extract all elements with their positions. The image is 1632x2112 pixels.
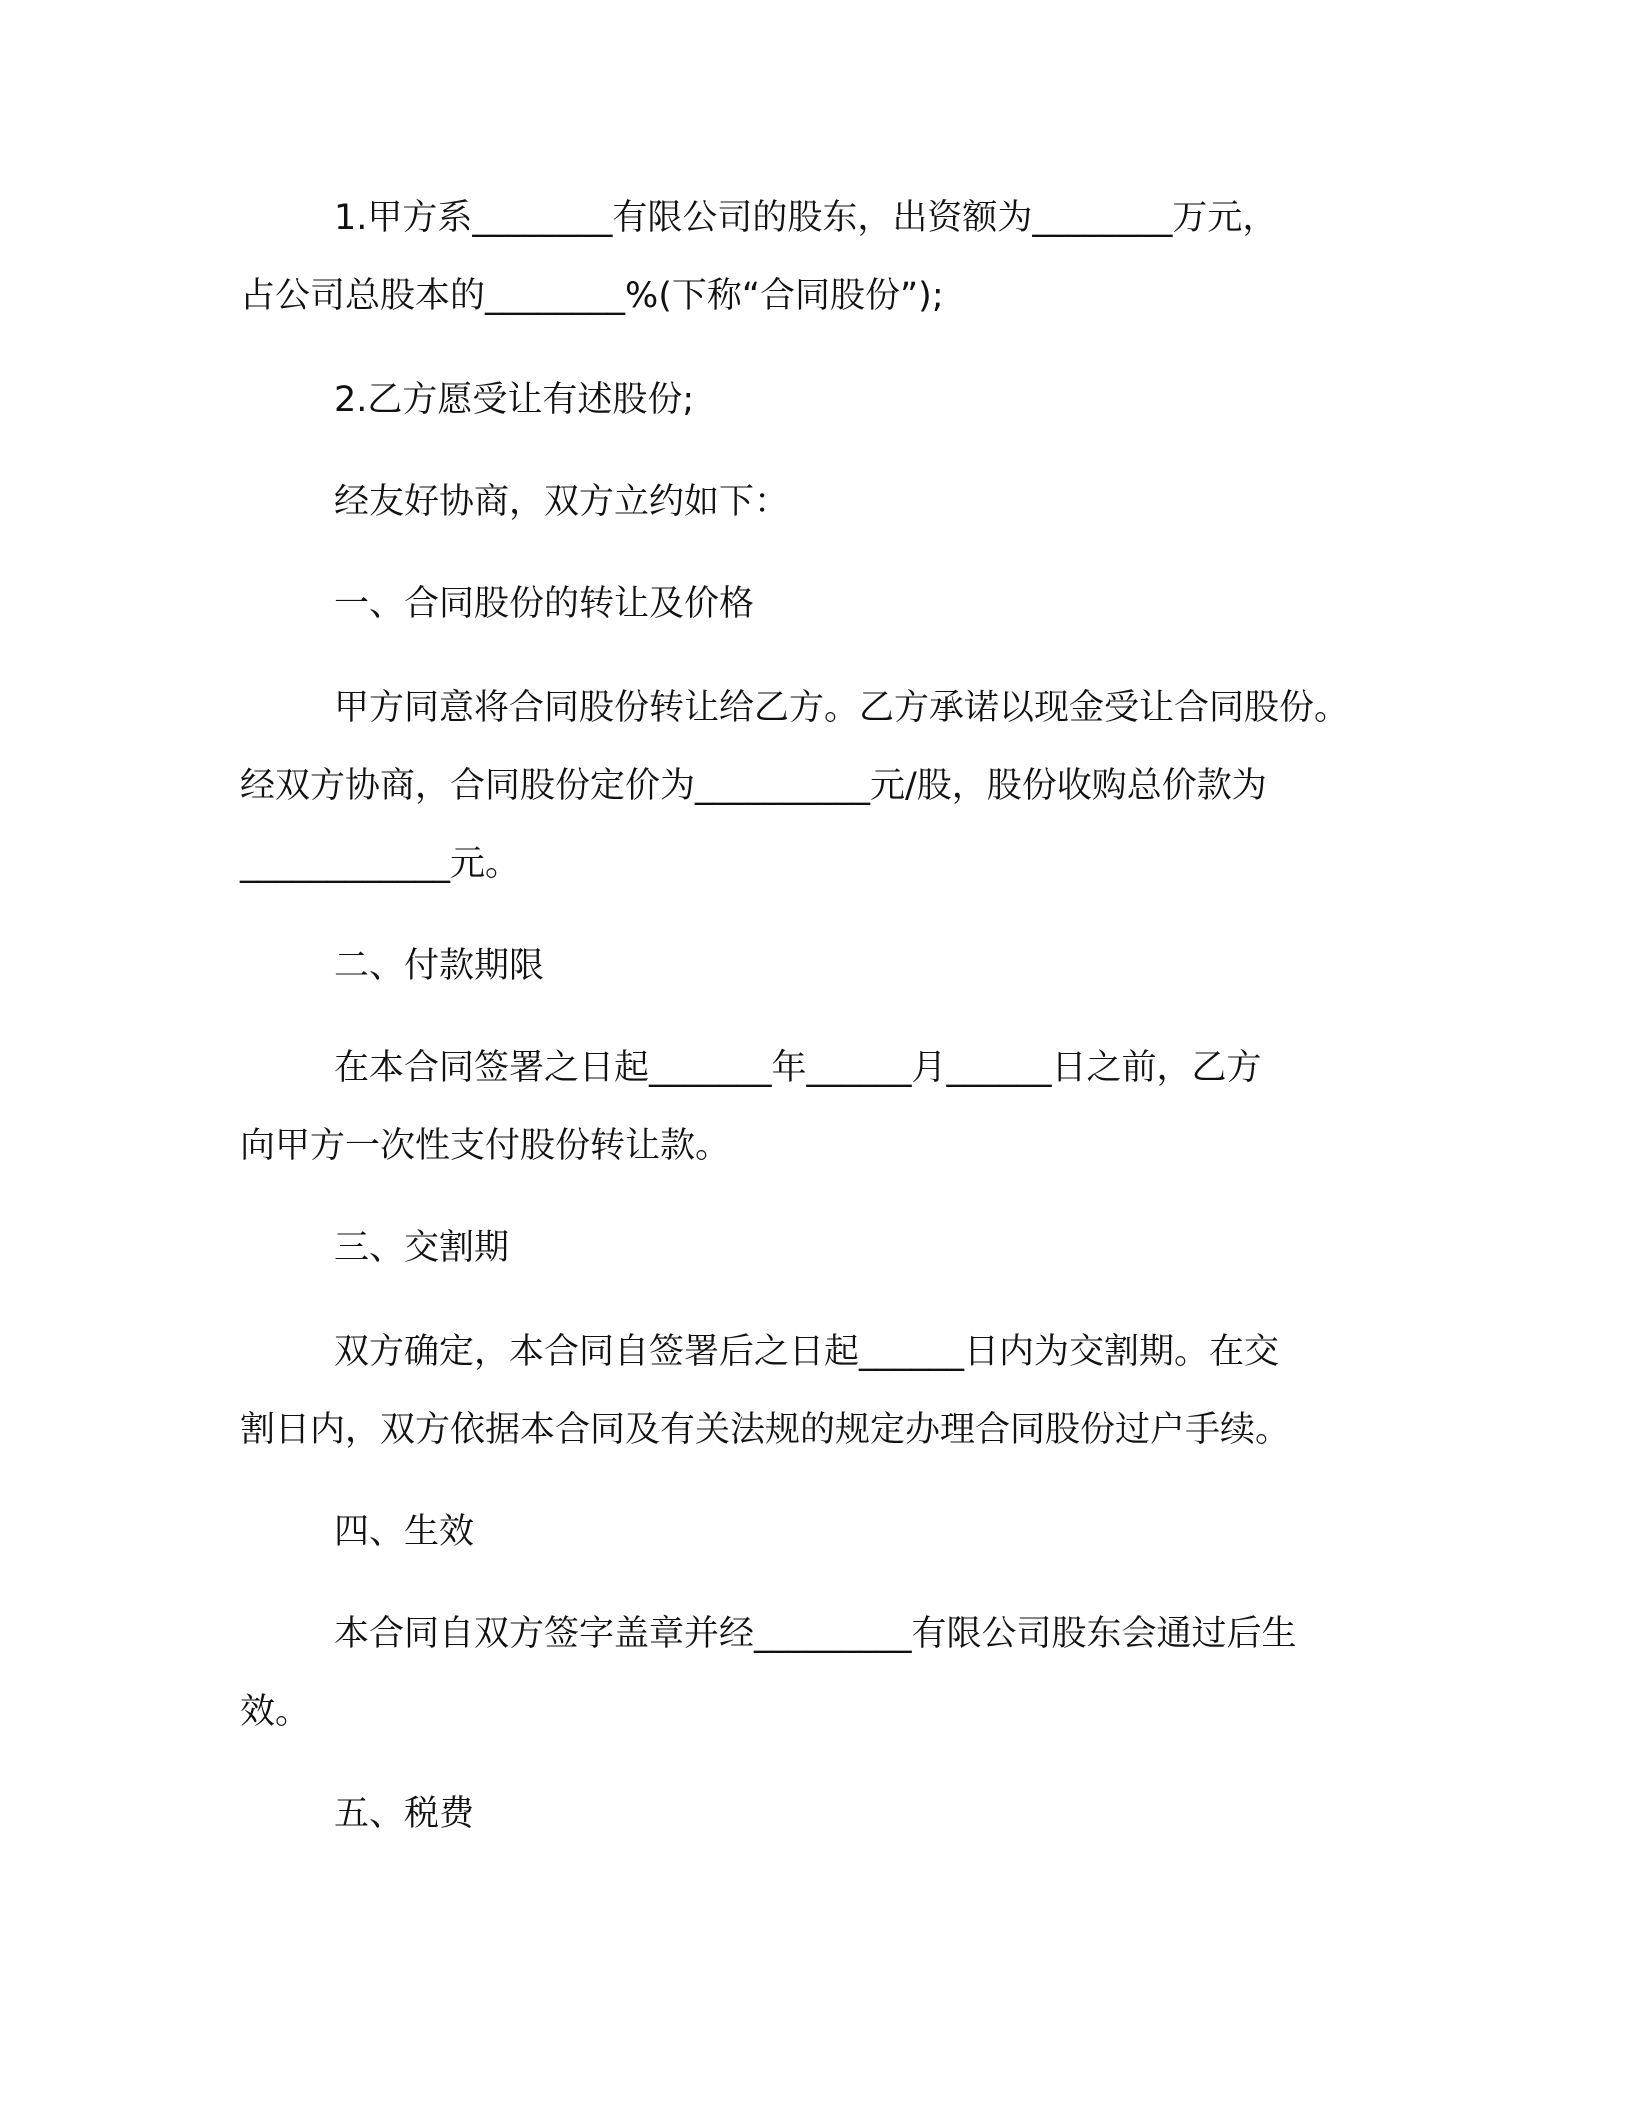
clause-2: 2.乙方愿受让有述股份; [334,380,695,420]
section-2-para-line-2: 向甲方一次性支付股份转让款。 [240,1126,731,1166]
clause-1-line-2: 占公司总股本的________%(下称“合同股份”); [240,276,944,316]
section-3-heading: 三、交割期 [334,1228,510,1268]
section-2-heading: 二、付款期限 [334,946,545,986]
section-3-para-line-2: 割日内，双方依据本合同及有关法规的规定办理合同股份过户手续。 [240,1410,1291,1450]
section-1-para-line-2: 经双方协商，合同股份定价为__________元/股，股份收购总价款为 [240,766,1267,806]
agreement-intro: 经友好协商，双方立约如下： [334,482,790,522]
section-1-heading: 一、合同股份的转让及价格 [334,584,755,624]
clause-1-line-1: 1.甲方系________有限公司的股东，出资额为________万元， [334,198,1278,238]
section-2-para-line-1: 在本合同签署之日起_______年______月______日之前，乙方 [334,1048,1262,1088]
section-5-heading: 五、税费 [334,1794,475,1834]
section-3-para-line-1: 双方确定，本合同自签署后之日起______日内为交割期。在交 [334,1332,1280,1372]
section-4-heading: 四、生效 [334,1512,475,1552]
section-1-para-line-3: ____________元。 [240,844,521,884]
section-4-para-line-2: 效。 [240,1692,311,1732]
section-1-para-line-1: 甲方同意将合同股份转让给乙方。乙方承诺以现金受让合同股份。 [334,688,1350,728]
section-4-para-line-1: 本合同自双方签字盖章并经_________有限公司股东会通过后生 [334,1614,1297,1654]
